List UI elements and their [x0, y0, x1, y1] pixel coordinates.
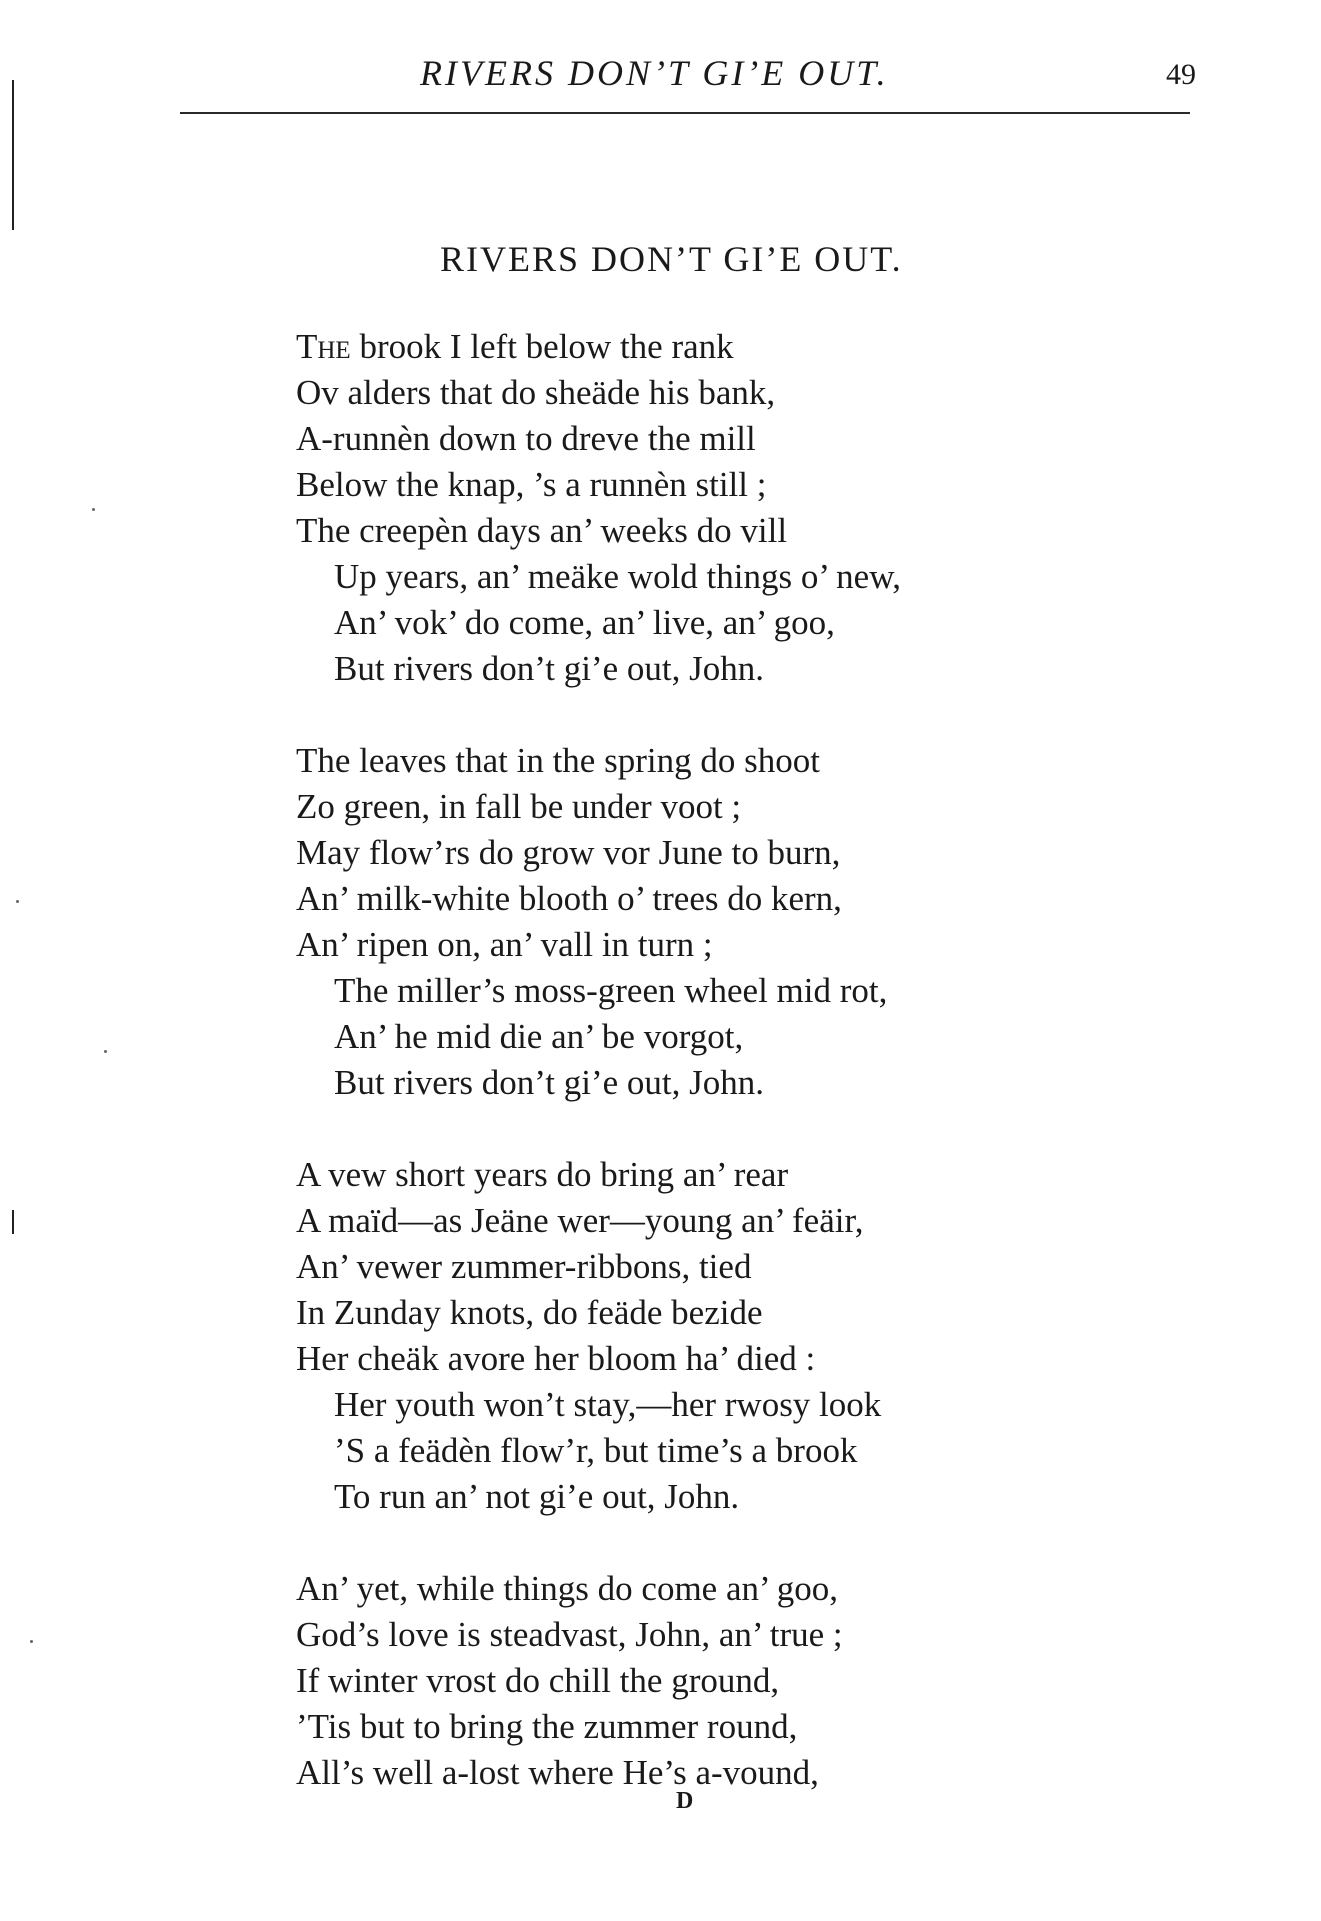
poem-line: God’s love is steadvast, John, an’ true ;	[296, 1615, 843, 1654]
poem-line: May flow’rs do grow vor June to burn,	[296, 833, 841, 872]
scan-speck	[104, 1050, 107, 1053]
poem-line: In Zunday knots, do feäde bezide	[296, 1293, 763, 1332]
poem-line-indented: Up years, an’ meäke wold things o’ new,	[334, 557, 901, 596]
running-head-title: RIVERS DON’T GI’E OUT.	[420, 53, 889, 93]
header-rule	[180, 112, 1190, 114]
poem-line-indented: ’S a feädèn flow’r, but time’s a brook	[334, 1431, 858, 1470]
poem-line-indented: Her youth won’t stay,—her rwosy look	[334, 1385, 882, 1424]
poem-title: RIVERS DON’T GI’E OUT.	[440, 239, 903, 279]
line-text: brook I left below the rank	[350, 327, 734, 366]
stanza-2	[296, 738, 1056, 1106]
page-number: 49	[1166, 58, 1196, 91]
stanza-1	[296, 324, 1056, 692]
poem-line: An’ vewer zummer-ribbons, tied	[296, 1247, 752, 1286]
gutter-mark	[12, 1210, 14, 1234]
poem-line: If winter vrost do chill the ground,	[296, 1661, 780, 1700]
poem-line: All’s well a-lost where He’s a-vound,	[296, 1753, 819, 1792]
poem-line	[296, 324, 1056, 370]
poem-line: A vew short years do bring an’ rear	[296, 1155, 789, 1194]
poem-line: Her cheäk avore her bloom ha’ died :	[296, 1339, 816, 1378]
poem-line-indented: An’ vok’ do come, an’ live, an’ goo,	[334, 603, 835, 642]
poem-line: An’ ripen on, an’ vall in turn ;	[296, 925, 713, 964]
poem-line: An’ milk-white blooth o’ trees do kern,	[296, 879, 842, 918]
refrain-line: But rivers don’t gi’e out, John.	[334, 649, 765, 688]
scan-speck	[16, 900, 19, 903]
gutter-mark	[12, 80, 14, 230]
poem-line: The creepèn days an’ weeks do vill	[296, 511, 788, 550]
poem-line: An’ yet, while things do come an’ goo,	[296, 1569, 839, 1608]
poem-line: Ov alders that do sheäde his bank,	[296, 373, 776, 412]
stanza-3	[296, 1152, 1056, 1520]
poem-line-indented: The miller’s moss-green wheel mid rot,	[334, 971, 888, 1010]
refrain-line: But rivers don’t gi’e out, John.	[334, 1063, 765, 1102]
poem-line: Below the knap, ’s a runnèn still ;	[296, 465, 767, 504]
initial-word: The	[296, 327, 351, 366]
scan-speck	[92, 508, 95, 511]
poem-line: Zo green, in fall be under voot ;	[296, 787, 742, 826]
poem-line: ’Tis but to bring the zummer round,	[296, 1707, 798, 1746]
refrain-line: To run an’ not gi’e out, John.	[334, 1477, 740, 1516]
poem-line: A maïd—as Jeäne wer—young an’ feäir,	[296, 1201, 864, 1240]
poem-line-indented: An’ he mid die an’ be vorgot,	[334, 1017, 744, 1056]
stanza-4	[296, 1566, 1056, 1796]
poem-line: The leaves that in the spring do shoot	[296, 741, 820, 780]
signature-mark: D	[676, 1788, 694, 1814]
scan-speck	[30, 1640, 33, 1643]
poem-body	[296, 324, 1056, 1842]
poem-line: A-runnèn down to dreve the mill	[296, 419, 756, 458]
